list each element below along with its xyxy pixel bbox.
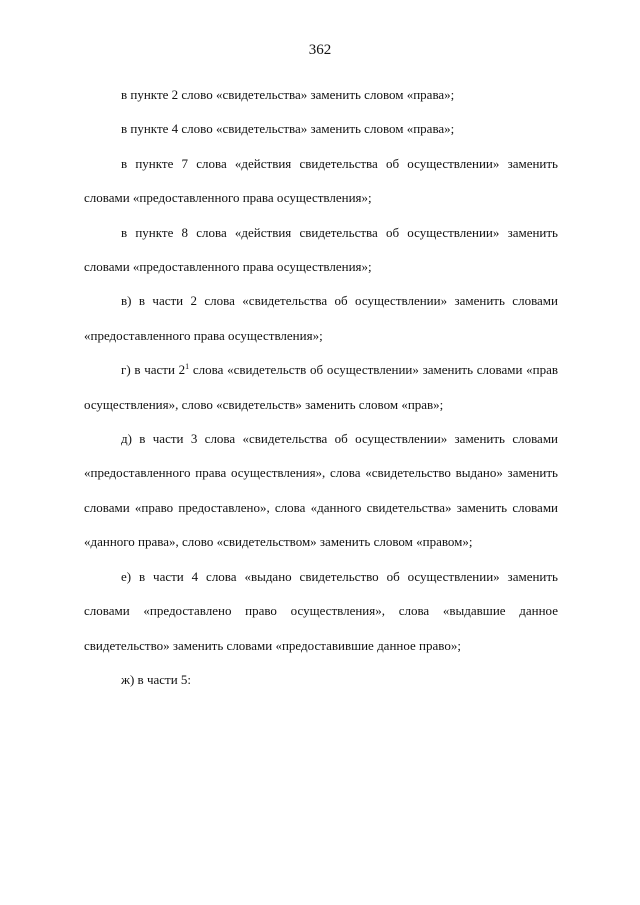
paragraph-item-e: е) в части 4 слова «выдано свидетельство об осуществлении» заменить словами «предоставлено право осуществления», слова «выдавшие данное свидетельство» заменить словами «предоставившие данное право»; [84,568,558,653]
paragraph-item-zh: ж) в части 5: [121,671,192,687]
page-number: 362 [308,42,332,58]
superscript-index: 1 [185,362,190,372]
paragraph-item-g-prefix: г) в части 2 [121,362,186,378]
paragraph-point-2: в пункте 2 слово «свидетельства» заменить словом «права»; [121,87,455,102]
paragraph-item-v: в) в части 2 слова «свидетельства об осуществлении» заменить словами «предоставленного права осуществления»; [84,293,558,343]
paragraph-point-8: в пункте 8 слова «действия свидетельства об осуществлении» заменить словами «предоставленного права осуществления»; [84,224,558,275]
paragraph-item-g [84,353,558,422]
paragraph-point-7: в пункте 7 слова «действия свидетельства об осуществлении» заменить словами «предоставленного права осуществления»; [84,155,558,206]
paragraph-item-g-suffix: слова «свидетельств об осуществлении» заменить словами «прав осуществления», слово «свидетельств» заменить словом «прав»; [84,362,558,412]
document-body [84,78,558,697]
paragraph-point-4: в пункте 4 слово «свидетельства» заменить словом «права»; [121,121,455,137]
paragraph-item-d: д) в части 3 слова «свидетельства об осуществлении» заменить словами «предоставленного права осуществления», слова «свидетельство выдано» заменить словами «право предоставлено», слова «данного свидетельства» заменить словами «данного права», слово «свидетельством» заменить словом «правом»; [84,431,558,550]
